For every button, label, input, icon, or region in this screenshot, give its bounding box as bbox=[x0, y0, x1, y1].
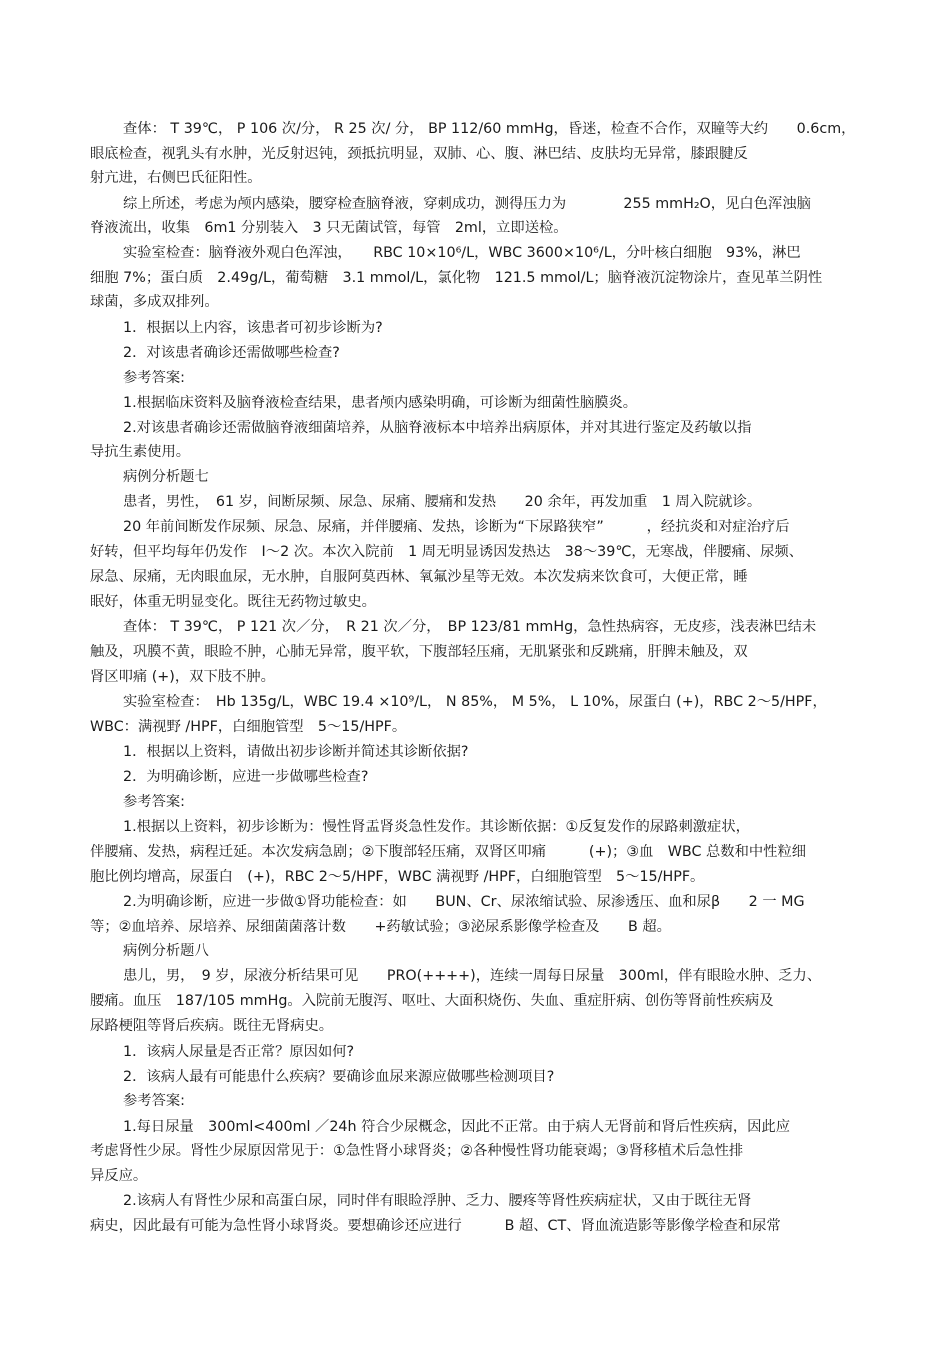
text-line: 眠好，体重无明显变化。既往无药物过敏史。 bbox=[90, 594, 376, 610]
answer-item: 1.根据临床资料及脑脊液检查结果，患者颅内感染明确，可诊断为细菌性脑膜炎。 bbox=[123, 395, 638, 411]
text-line: 病史，因此最有可能为急性肾小球肾炎。要想确诊还应进行 B 超、CT、肾血流造影等影像学检查和尿常 bbox=[90, 1218, 781, 1234]
question-item: 1．该病人尿量是否正常？原因如何? bbox=[123, 1044, 355, 1060]
section-title: 病例分析题八 bbox=[123, 943, 209, 959]
section-title: 病例分析题七 bbox=[123, 469, 209, 485]
text-line: 细胞 7%；蛋白质 2.49g/L，葡萄糖 3.1 mmol/L，氯化物 121.5 mmol/L；脑脊液沉淀物涂片，查见革兰阴性 bbox=[90, 270, 823, 286]
answer-item: 2.该病人有肾性少尿和高蛋白尿，同时伴有眼睑浮肿、乏力、腰疼等肾性疾病症状，又由于既往无肾 bbox=[123, 1193, 752, 1209]
text-line: 查体： T 39℃， P 121 次／分， R 21 次／分， BP 123/81 mmHg，急性热病容，无皮疹，浅表淋巴结未 bbox=[123, 619, 817, 635]
text-line: 触及，巩膜不黄，眼睑不肿，心肺无异常，腹平软，下腹部轻压痛，无肌紧张和反跳痛，肝脾未触及，双 bbox=[90, 644, 748, 660]
text-line: 患者，男性， 61 岁，间断尿频、尿急、尿痛、腰痛和发热 20 余年，再发加重 1 周入院就诊。 bbox=[123, 494, 762, 510]
answer-item: 2.为明确诊断，应进一步做①肾功能检查：如 BUN、Cr、尿浓缩试验、尿渗透压、血和尿β 2 一 MG bbox=[123, 894, 805, 910]
text-line: 考虑肾性少尿。肾性少尿原因常见于：①急性肾小球肾炎；②各种慢性肾功能衰竭；③肾移植术后急性排 bbox=[90, 1143, 744, 1159]
answer-item: 1.根据以上资料，初步诊断为：慢性肾盂肾炎急性发作。其诊断依据：①反复发作的尿路刺激症状， bbox=[123, 819, 750, 835]
answer-item: 1.每日尿量 300ml<400ml ／24h 符合少尿概念，因此不正常。由于病人无肾前和肾后性疾病，因此应 bbox=[123, 1119, 791, 1135]
text-line: 20 年前间断发作尿频、尿急、尿痛，并伴腰痛、发热，诊断为“下尿路狭窄” ，经抗炎和对症治疗后 bbox=[123, 519, 790, 535]
answer-heading: 参考答案: bbox=[123, 794, 186, 810]
text-line: 伴腰痛、发热，病程迁延。本次发病急剧；②下腹部轻压痛，双肾区叩痛 (+)；③血 WBC 总数和中性粒细 bbox=[90, 844, 807, 860]
text-line: 患儿，男， 9 岁，尿液分析结果可见 PRO(++++)，连续一周每日尿量 300ml，伴有眼睑水肿、乏力、 bbox=[123, 968, 822, 984]
text-line: 尿路梗阻等肾后疾病。既往无肾病史。 bbox=[90, 1018, 334, 1034]
text-line: 眼底检查，视乳头有水肿，光反射迟钝，颈抵抗明显，双肺、心、腹、淋巴结、皮肤均无异常，膝跟腱反 bbox=[90, 146, 748, 162]
question-item: 1．根据以上资料，请做出初步诊断并简述其诊断依据? bbox=[123, 744, 469, 760]
text-line: 尿急、尿痛，无肉眼血尿，无水肿，自服阿莫西林、氧氟沙星等无效。本次发病来饮食可，大便正常，睡 bbox=[90, 569, 748, 585]
text-line: 实验室检查：脑脊液外观白色浑浊， RBC 10×10⁶/L，WBC 3600×10⁶/L，分叶核白细胞 93%，淋巴 bbox=[123, 245, 801, 261]
text-line: 射亢进，右侧巴氏征阳性。 bbox=[90, 170, 262, 186]
text-line: WBC：满视野 /HPF，白细胞管型 5～15/HPF。 bbox=[90, 719, 407, 735]
text-line: 查体： T 39℃， P 106 次/分， R 25 次/ 分， BP 112/60 mmHg，昏迷，检查不合作，双瞳等大约 0.6cm， bbox=[123, 121, 856, 137]
text-line: 综上所述，考虑为颅内感染，腰穿检查脑脊液，穿刺成功，测得压力为 255 mmH₂O，见白色浑浊脑 bbox=[123, 196, 811, 212]
question-item: 1．根据以上内容，该患者可初步诊断为? bbox=[123, 320, 383, 336]
answer-heading: 参考答案: bbox=[123, 370, 186, 386]
text-line: 好转，但平均每年仍发作 I～2 次。本次入院前 1 周无明显诱因发热达 38～39℃，无寒战，伴腰痛、尿频、 bbox=[90, 544, 803, 560]
text-line: 等；②血培养、尿培养、尿细菌菌落计数 +药敏试验；③泌尿系影像学检查及 B 超。 bbox=[90, 919, 671, 935]
question-item: 2．为明确诊断，应进一步做哪些检查? bbox=[123, 769, 369, 785]
answer-item: 2.对该患者确诊还需做脑脊液细菌培养，从脑脊液标本中培养出病原体，并对其进行鉴定及药敏以指 bbox=[123, 420, 752, 436]
answer-heading: 参考答案: bbox=[123, 1093, 186, 1109]
text-line: 球菌，多成双排列。 bbox=[90, 294, 219, 310]
text-line: 胞比例均增高，尿蛋白 (+)，RBC 2～5/HPF，WBC 满视野 /HPF，白细胞管型 5～15/HPF。 bbox=[90, 869, 705, 885]
text-line: 实验室检查： Hb 135g/L，WBC 19.4 ×10⁹/L， N 85%， M 5%， L 10%，尿蛋白 (+)，RBC 2～5/HPF， bbox=[123, 694, 827, 710]
question-item: 2．对该患者确诊还需做哪些检查? bbox=[123, 345, 340, 361]
text-line: 异反应。 bbox=[90, 1168, 148, 1184]
text-line: 脊液流出，收集 6m1 分别装入 3 只无菌试管，每管 2ml，立即送检。 bbox=[90, 220, 568, 236]
text-line: 导抗生素使用。 bbox=[90, 444, 191, 460]
question-item: 2．该病人最有可能患什么疾病？要确诊血尿来源应做哪些检测项目? bbox=[123, 1069, 555, 1085]
text-line: 腰痛。血压 187/105 mmHg。入院前无腹泻、呕吐、大面积烧伤、失血、重症肝病、创伤等肾前性疾病及 bbox=[90, 993, 774, 1009]
text-line: 肾区叩痛 (+)，双下肢不肿。 bbox=[90, 669, 275, 685]
